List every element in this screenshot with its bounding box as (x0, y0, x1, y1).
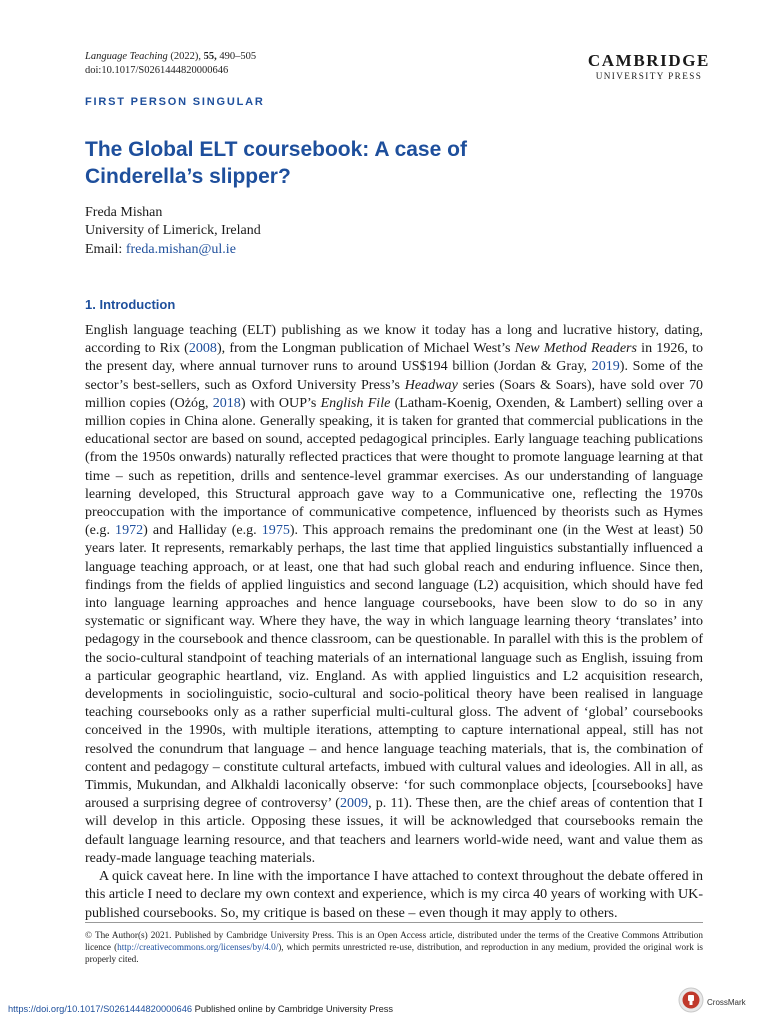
ref-link-ozog[interactable]: 2018 (212, 394, 241, 411)
article-title (85, 136, 605, 190)
journal-name: Language Teaching (85, 51, 168, 62)
text-run: ) and Halliday (e.g. (143, 522, 262, 539)
text-run: series (Soars & Soars), have sold over 70 million copies (Ożóg, (85, 376, 703, 411)
publisher-name: CAMBRIDGE (587, 51, 710, 70)
italic-title: New Method Readers (514, 340, 637, 357)
ref-link-rix[interactable]: 2008 (188, 340, 217, 357)
title-line-2: Cinderella’s slipper? (85, 165, 291, 188)
title-line-1: The Global ELT coursebook: A case of (85, 138, 467, 161)
author-block (85, 204, 261, 259)
text-run: English language teaching (ELT) publishing as we know it today has a long and lucrative history, dating, according to Rix ( (85, 322, 703, 357)
journal-citation (85, 50, 256, 78)
author-name: Freda Mishan (85, 205, 163, 220)
text-run: (Latham-Koenig, Oxenden, & Lambert) selling over a million copies in China alone. Generally speaking, it is taken for granted that commercial publications in the educational sector are based on sound, accepted pedagogical principles. Early language teaching publications (from the 1950s onwards) naturally reflected practices that were thought to promote language learning at that time – such as repetition, drills and sentence-level grammar exercises. As our understanding of language learning developed, this Structural approach gave way to a Communicative one, reflecting the 1970s preoccupation with the importance of communicative competence, influenced by theorists such as Hymes (e.g. (85, 394, 704, 539)
footnote-divider (85, 922, 703, 923)
license-link[interactable]: http://creativecommons.org/licenses/by/4.0/ (117, 942, 279, 953)
text-run: in 1926, to the present day, where annual turnover runs to around US$194 billion (Jordan & Gray, (85, 340, 704, 375)
text-run: ) with OUP’s (240, 394, 321, 411)
italic-title: English File (320, 394, 391, 411)
doi-link[interactable]: https://doi.org/10.1017/S0261444820000646 (8, 1004, 193, 1014)
text-run: ). Some of the sector’s best-sellers, such as Oxford University Press’s (85, 358, 703, 393)
section-label: FIRST PERSON SINGULAR (85, 96, 265, 108)
publication-bar (8, 1004, 393, 1014)
footnote-text: ), which permits unrestricted re-use, distribution, and reproduction in any medium, provided the original work is properly cited. (85, 942, 703, 965)
footnote-text: © The Author(s) 2021. Published by Cambridge University Press. This is an Open Access article, distributed under the terms of the Creative Commons Attribution licence ( (85, 930, 703, 953)
copyright-footnote (85, 929, 703, 966)
ref-link-jordan-gray[interactable]: 2019 (591, 358, 620, 375)
ref-link-halliday[interactable]: 1975 (261, 522, 290, 539)
text-run: ), from the Longman publication of Michael West’s (216, 340, 515, 357)
section-heading-introduction: 1. Introduction (85, 297, 176, 312)
published-online-text: Published online by Cambridge University Press (192, 1004, 394, 1014)
paragraph-1 (85, 321, 703, 867)
crossmark-label: CrossMark (707, 998, 746, 1007)
text-run: , p. 11). These then, are the chief areas of contention that I will develop in this article. Opposing these issues, it will be acknowledged that coursebooks remain the default language learning resource, and that teachers and learners world-wide need, want and value them as ready-made language teaching materials. (85, 795, 703, 866)
author-email-link[interactable]: freda.mishan@ul.ie (125, 241, 236, 257)
journal-volume: 55, (203, 51, 217, 62)
ref-link-hymes[interactable]: 1972 (115, 522, 144, 539)
journal-pages: 490–505 (219, 51, 257, 62)
crossmark-badge[interactable] (678, 987, 746, 1018)
email-label: Email: (85, 241, 123, 257)
publisher-logo (588, 52, 710, 82)
paragraph-2: A quick caveat here. In line with the importance I have attached to context throughout the debate offered in this article I need to declare my own context and experience, which is my circa 40 years of working with UK-published coursebooks. So, my critique is based on these – even though it may apply to others. (85, 868, 703, 921)
ref-link-timmis[interactable]: 2009 (339, 795, 369, 812)
publisher-subname: UNIVERSITY PRESS (595, 71, 703, 81)
article-body (85, 321, 703, 922)
author-affiliation: University of Limerick, Ireland (85, 223, 261, 239)
journal-doi: doi:10.1017/S0261444820000646 (85, 65, 229, 76)
author-email-line (85, 241, 261, 259)
text-run: ). This approach remains the predominant one (in the West at least) 50 years later. It represents, remarkably perhaps, the last time that applied linguistics substantially influenced a language teaching approach, or at least, one that had such global reach and enduring influence. Since then, findings from the fields of applied linguistics and second language (L2) acquisition, which should have fed into language learning approaches and hence language coursebooks, have been slow to do so in any systematic or significant way. Where they have, the way in which language learning theory ‘translates’ into pedagogy in the coursebook and thence classroom, can be questionable. In parallel with this is the problem of the socio-cultural standpoint of teaching materials of an international language such as English, issuing from a particular geographic heartland, viz. England. As with applied linguistics and L2 acquisition research, developments in sociolinguistic, socio-cultural and socio-political theory have been realised in language teaching coursebooks only as a rather superficial multi-cultural gloss. The advent of ‘global’ coursebooks conceived in the 1990s, with multiple iterations, attempting to capture international appeal, still has not resolved the conundrum that language – and hence language teaching materials, that is, the combination of content and pedagogy – constitute cultural artefacts, imbued with cultural values and ideologies. All in all, as Timmis, Mukundan, and Alkhaldi laconically observe: ‘for such commonplace objects, [coursebooks] have aroused a surprising degree of controversy’ ( (85, 522, 703, 812)
journal-line (85, 50, 256, 64)
crossmark-icon (678, 987, 704, 1018)
journal-year: (2022), (170, 51, 201, 62)
italic-title: Headway (404, 376, 458, 393)
